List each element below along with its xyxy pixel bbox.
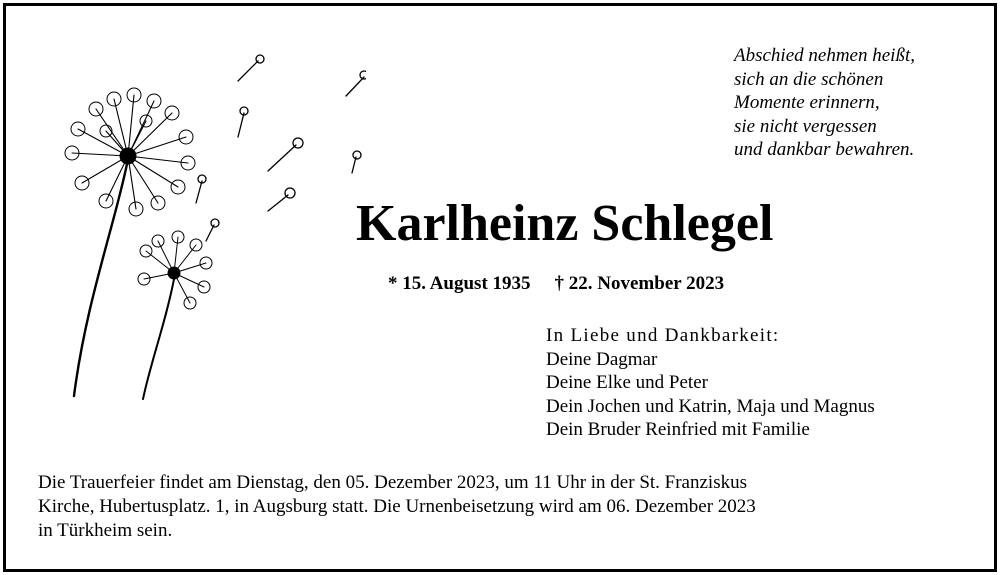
notice-line: in Türkheim sein.: [38, 520, 173, 541]
family-member: Deine Dagmar: [546, 348, 658, 370]
notice-line: Die Trauerfeier findet am Dienstag, den 05. Dezember 2023, um 11 Uhr in der St. Franziskus: [38, 472, 747, 493]
motto-line: sie nicht vergessen: [734, 115, 877, 137]
family-heading: In Liebe und Dankbarkeit:: [546, 325, 780, 346]
motto-verse: [734, 44, 984, 162]
birth-date: * 15. August 1935: [388, 273, 531, 294]
family-member: Dein Jochen und Katrin, Maja und Magnus: [546, 395, 875, 417]
deceased-name: Karlheinz Schlegel: [356, 195, 774, 252]
motto-line: sich an die schönen: [734, 68, 884, 90]
death-date: † 22. November 2023: [554, 273, 725, 294]
family-list: [546, 324, 986, 442]
motto-line: Abschied nehmen heißt,: [734, 45, 915, 66]
obituary-card: [3, 3, 997, 572]
notice-line: Kirche, Hubertusplatz. 1, in Augsburg statt. Die Urnenbeisetzung wird am 06. Dezember 2023: [38, 496, 756, 517]
family-member: Dein Bruder Reinfried mit Familie: [546, 419, 810, 440]
dandelion-icon: [46, 41, 366, 411]
motto-line: Momente erinnern,: [734, 92, 880, 113]
family-member: Deine Elke und Peter: [546, 372, 708, 393]
funeral-notice: [38, 471, 968, 543]
life-dates: [388, 272, 724, 296]
motto-line: und dankbar bewahren.: [734, 139, 915, 160]
